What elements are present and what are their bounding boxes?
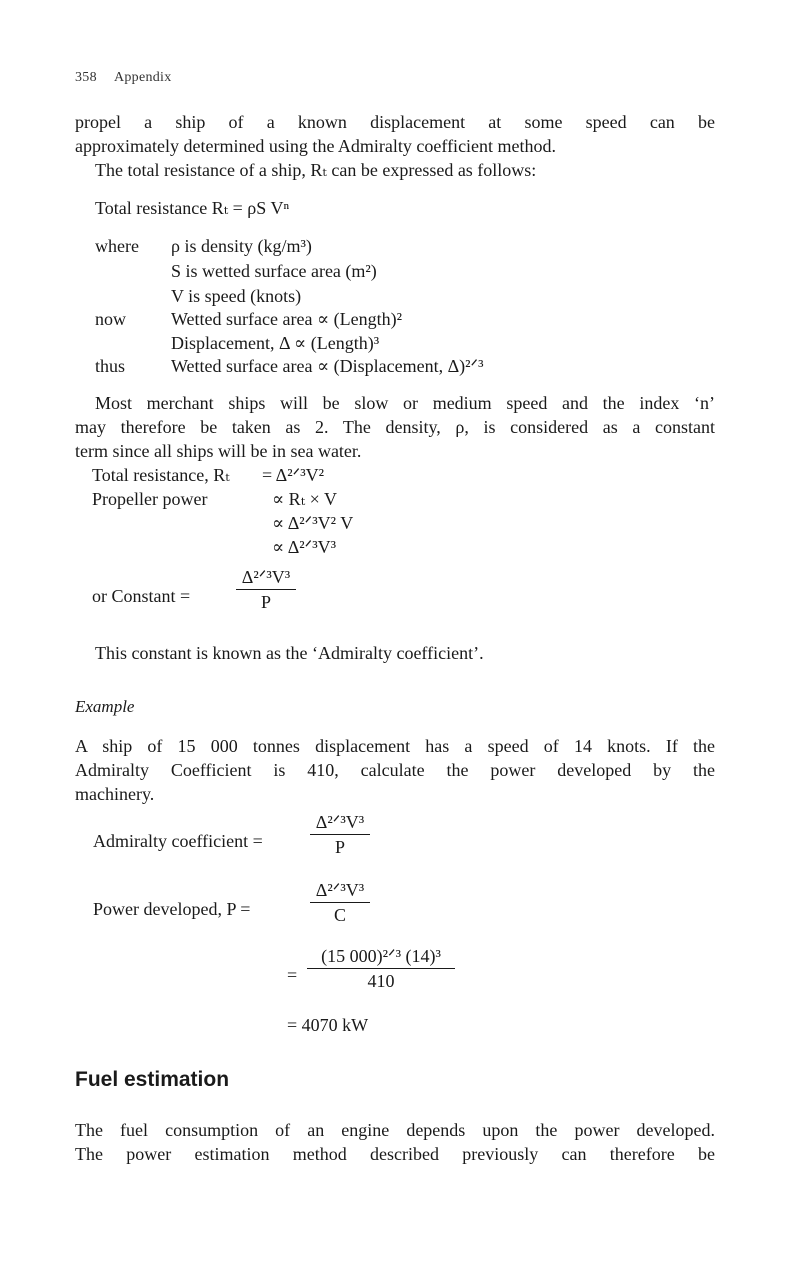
para2-line-2: may therefore be taken as 2. The density, ρ, is considered as a constant [75, 417, 715, 437]
example-heading: Example [75, 697, 135, 716]
where-label: where [95, 236, 139, 256]
page-number: 358 [75, 70, 97, 85]
power-developed-label: Power developed, P = [93, 899, 251, 919]
admiralty-denominator: P [334, 837, 345, 857]
section-heading: Fuel estimation [75, 1068, 230, 1091]
thus-label: thus [95, 356, 126, 376]
power-result: = 4070 kW [287, 1015, 369, 1035]
constant-fraction [236, 567, 296, 613]
intro-line-1: propel a ship of a known displacement at some speed can be [75, 112, 715, 132]
v-definition: V is speed (knots) [171, 286, 302, 306]
total-resistance-label: Total resistance, Rₜ [92, 465, 230, 485]
total-resistance-expr: = Δ²ᐟ³V² [262, 465, 325, 485]
admiralty-fraction [310, 812, 370, 858]
example-line-3: machinery. [75, 784, 155, 804]
total-resistance-formula: Total resistance Rₜ = ρS Vⁿ [95, 198, 290, 218]
calc-denominator: 410 [367, 971, 395, 991]
example-line-1: A ship of 15 000 tonnes displacement has a speed of 14 knots. If the [75, 736, 715, 756]
now-label: now [95, 309, 126, 329]
fuel-line-1: The fuel consumption of an engine depends upon the power developed. [75, 1120, 715, 1140]
rho-definition: ρ is density (kg/m³) [171, 236, 312, 256]
section-title: Appendix [113, 70, 172, 85]
admiralty-coefficient-note: This constant is known as the ‘Admiralty coefficient’. [95, 643, 484, 663]
wetted-area-relation: Wetted surface area ∝ (Length)² [171, 309, 403, 329]
propeller-power-label: Propeller power [92, 489, 208, 509]
power-fraction [310, 880, 370, 926]
constant-numerator: Δ²ᐟ³V³ [241, 567, 291, 587]
intro-line-2: approximately determined using the Admiralty coefficient method. [75, 136, 557, 156]
power-numerator: Δ²ᐟ³V³ [315, 880, 365, 900]
para2-line-1: Most merchant ships will be slow or medium speed and the index ‘n’ [95, 393, 715, 413]
fuel-line-2: The power estimation method described previously can therefore be [75, 1144, 715, 1164]
calc-numerator: (15 000)²ᐟ³ (14)³ [321, 946, 441, 966]
wetted-displacement-relation: Wetted surface area ∝ (Displacement, Δ)²ᐟ³ [171, 356, 484, 376]
power-denominator: C [333, 905, 346, 925]
calc-equals: = [287, 965, 298, 985]
propeller-power-expr-3: ∝ Δ²ᐟ³V³ [272, 537, 337, 557]
running-header [75, 70, 172, 86]
constant-denominator: P [260, 592, 271, 612]
intro-line-3: The total resistance of a ship, Rₜ can be expressed as follows: [95, 160, 537, 180]
para2-line-3: term since all ships will be in sea water. [75, 441, 362, 461]
propeller-power-expr-2: ∝ Δ²ᐟ³V² V [272, 513, 354, 533]
propeller-power-expr-1: ∝ Rₜ × V [272, 489, 337, 509]
displacement-relation: Displacement, Δ ∝ (Length)³ [171, 333, 380, 353]
s-definition: S is wetted surface area (m²) [171, 261, 377, 281]
admiralty-numerator: Δ²ᐟ³V³ [315, 812, 365, 832]
admiralty-coefficient-label: Admiralty coefficient = [93, 831, 263, 851]
example-line-2: Admiralty Coefficient is 410, calculate the power developed by the [75, 760, 715, 780]
constant-label: or Constant = [92, 586, 191, 606]
calc-fraction [307, 946, 455, 992]
